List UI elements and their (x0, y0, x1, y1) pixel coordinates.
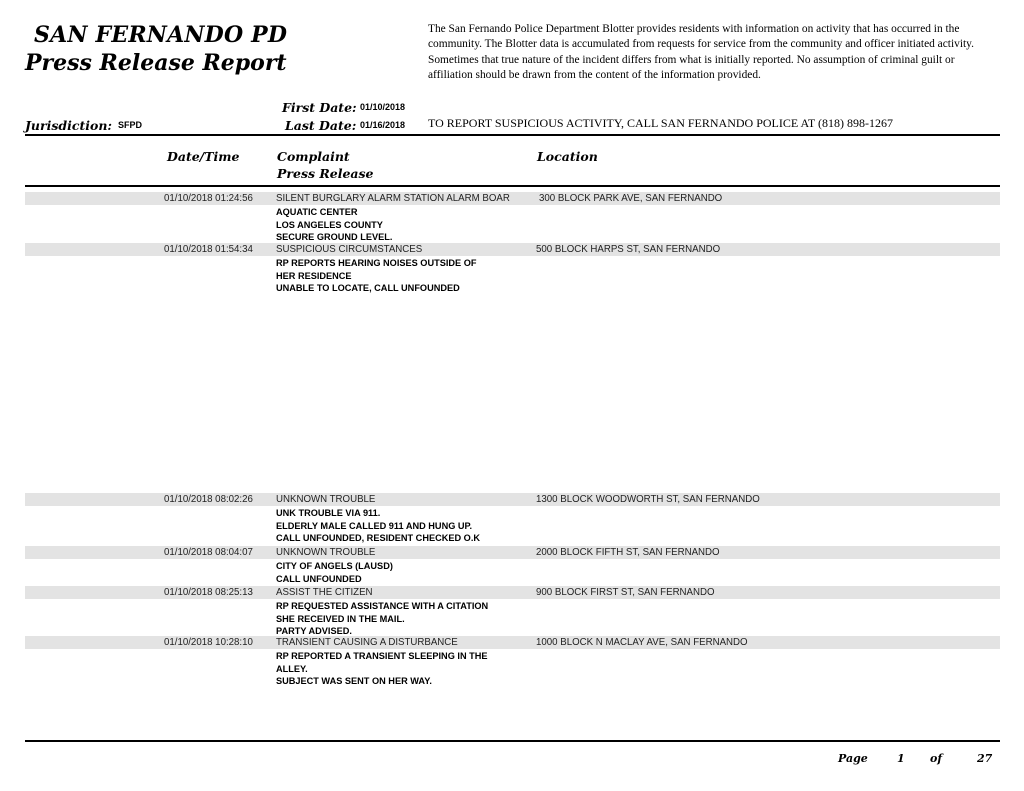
footer-page-total: 27 (977, 752, 993, 765)
record-location: 2000 BLOCK FIFTH ST, SAN FERNANDO (536, 547, 720, 558)
record-complaint: ASSIST THE CITIZEN (276, 587, 373, 598)
record-complaint: SUSPICIOUS CIRCUMSTANCES (276, 244, 423, 255)
report-subtitle: Press Release Report (25, 50, 287, 76)
record-press-line: RP REPORTED A TRANSIENT SLEEPING IN THE (276, 651, 488, 661)
top-divider (25, 134, 1000, 136)
column-header-location: Location (537, 149, 598, 164)
record-datetime: 01/10/2018 08:02:26 (164, 494, 253, 505)
record-press-line: ALLEY. (276, 663, 308, 674)
record-press-line: UNK TROUBLE VIA 911. (276, 508, 381, 518)
record-location: 300 BLOCK PARK AVE, SAN FERNANDO (539, 193, 723, 204)
last-date-label: Last Date: (285, 118, 357, 133)
first-date-value: 01/10/2018 (360, 102, 406, 112)
record-press-line: ELDERLY MALE CALLED 911 AND HUNG UP. (276, 520, 473, 531)
footer-of-label: of (930, 752, 943, 765)
record-press-line: SHE RECEIVED IN THE MAIL. (276, 613, 405, 624)
disclaimer-text: The San Fernando Police Department Blotter provides residents with information on activity that has occurred in the community. The Blotter data is accumulated from requests for service from the community and officer initiated activity. Sometimes that true nature of the incident differs from what is initially reported. No assumption of criminal guilt or affiliation should be drawn from the content of the information provided. (428, 23, 974, 81)
record-press-line: CALL UNFOUNDED (276, 573, 362, 584)
column-header-complaint: Complaint (277, 149, 350, 164)
record-press-line: PARTY ADVISED. (276, 626, 352, 636)
record-press-line: RP REPORTS HEARING NOISES OUTSIDE OF (276, 258, 477, 268)
jurisdiction-label: Jurisdiction: (25, 118, 113, 133)
record-complaint: SILENT BURGLARY ALARM STATION ALARM BOAR (276, 193, 510, 204)
report-phone-line: TO REPORT SUSPICIOUS ACTIVITY, CALL SAN FERNANDO POLICE AT (818) 898-1267 (428, 116, 893, 130)
record-press-line: RP REQUESTED ASSISTANCE WITH A CITATION (276, 601, 489, 611)
header-divider (25, 185, 1000, 187)
record-press-line: CALL UNFOUNDED, RESIDENT CHECKED O.K (276, 533, 481, 543)
record-datetime: 01/10/2018 01:54:34 (164, 244, 253, 255)
record-complaint: UNKNOWN TROUBLE (276, 547, 376, 558)
footer-page-number: 1 (897, 752, 905, 765)
column-header-press-release: Press Release (277, 166, 374, 181)
record-complaint: UNKNOWN TROUBLE (276, 494, 376, 505)
record-datetime: 01/10/2018 01:24:56 (164, 193, 253, 204)
record-press-line: SUBJECT WAS SENT ON HER WAY. (276, 676, 432, 686)
record-location: 1300 BLOCK WOODWORTH ST, SAN FERNANDO (536, 494, 760, 505)
record-press-line: LOS ANGELES COUNTY (276, 219, 383, 230)
footer-page-label: Page (838, 752, 868, 765)
record-complaint: TRANSIENT CAUSING A DISTURBANCE (276, 637, 458, 648)
report-title: SAN FERNANDO PD (34, 22, 288, 48)
record-press-line: UNABLE TO LOCATE, CALL UNFOUNDED (276, 283, 460, 293)
record-location: 1000 BLOCK N MACLAY AVE, SAN FERNANDO (536, 637, 748, 648)
record-datetime: 01/10/2018 08:04:07 (164, 547, 253, 558)
record-datetime: 01/10/2018 08:25:13 (164, 587, 253, 598)
record-press-line: AQUATIC CENTER (276, 207, 358, 217)
record-press-line: HER RESIDENCE (276, 270, 352, 281)
record-location: 900 BLOCK FIRST ST, SAN FERNANDO (536, 587, 715, 598)
record-datetime: 01/10/2018 10:28:10 (164, 637, 253, 648)
bottom-divider (25, 740, 1000, 742)
first-date-label: First Date: (282, 100, 357, 115)
record-press-line: CITY OF ANGELS (LAUSD) (276, 561, 393, 571)
record-press-line: SECURE GROUND LEVEL. (276, 232, 393, 242)
jurisdiction-value: SFPD (118, 120, 143, 130)
last-date-value: 01/16/2018 (360, 120, 406, 130)
column-header-datetime: Date/Time (167, 149, 240, 164)
record-location: 500 BLOCK HARPS ST, SAN FERNANDO (536, 244, 721, 255)
